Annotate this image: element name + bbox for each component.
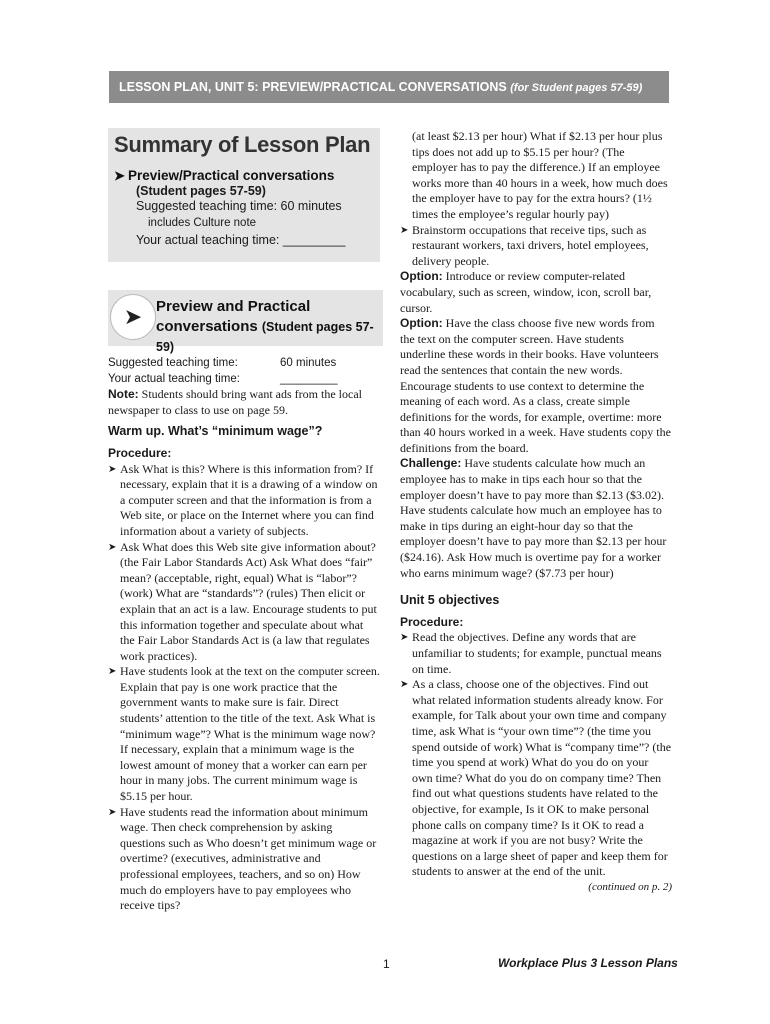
banner-title: LESSON PLAN, UNIT 5: PREVIEW/PRACTICAL CONVERSATIONS <box>119 80 507 94</box>
objectives-heading: Unit 5 objectives <box>400 593 500 608</box>
objectives-procedure-label: Procedure: <box>400 614 464 629</box>
suggested-value: 60 minutes <box>280 357 337 369</box>
summary-actual: Your actual teaching time: _________ <box>136 233 346 247</box>
arrow-icon: ➤ <box>114 168 125 183</box>
arrow-circle-icon: ➤ <box>110 294 156 340</box>
list-item: ➤ Read the objectives. Define any words that are unfamiliar to students; for example, punctual means on time. <box>400 630 672 677</box>
summary-box <box>108 128 380 262</box>
note: Note: Students should bring want ads from the local newspaper to class to use on page 59. <box>108 387 362 417</box>
actual-time-row <box>108 372 380 388</box>
continued-note: (continued on p. 2) <box>588 880 672 893</box>
summary-suggested: Suggested teaching time: 60 minutes <box>136 199 342 213</box>
summary-includes: includes Culture note <box>148 217 257 229</box>
right-column <box>400 129 672 896</box>
list-item: ➤ Ask What is this? Where is this information from? If necessary, explain that it is a drawing of a window on a computer screen and that the information is from a Web site, or place on the Internet where you can find information about a variety of subjects. <box>108 462 380 540</box>
procedure-label: Procedure: <box>108 445 172 460</box>
suggested-label: Suggested teaching time: <box>108 357 238 369</box>
actual-value: _________ <box>280 372 338 385</box>
footer-title: Workplace Plus 3 Lesson Plans <box>498 956 678 970</box>
suggested-time-row <box>108 356 380 372</box>
summary-section-pages: (Student pages 57-59) <box>136 184 266 198</box>
preview-heading-box <box>108 290 383 354</box>
preview-pages: (Student pages 57-59) <box>156 320 374 354</box>
summary-section <box>114 168 374 198</box>
warmup-heading: Warm up. What’s “minimum wage”? <box>108 424 323 439</box>
brainstorm-item: ➤ Brainstorm occupations that receive tips, such as restaurant workers, taxi drivers, hotel employees, delivery people. <box>400 223 672 270</box>
preview-title <box>156 297 383 357</box>
list-item: ➤ Ask What does this Web site give information about? (the Fair Labor Standards Act) Ask What does “fair” mean? (acceptable, right, equal) What is “labor”? (work) What are “standards”? (rules) Then elicit or explain that an act is a law. Encourage students to put this information together and speculate about what the Fair Labor Standards Act is (a law that regulates work practices). <box>108 540 380 665</box>
summary-section-title: Preview/Practical conversations <box>128 168 335 183</box>
option-1: Option: Introduce or review computer-related vocabulary, such as screen, window, icon, scroll bar, cursor. <box>400 269 652 315</box>
preview-title-line2: conversations <box>156 318 258 335</box>
page-number: 1 <box>383 957 390 971</box>
option-2: Option: Have the class choose five new words from the text on the computer screen. Have students underline these words in their books. Have volunteers read the sentences that contain the new words. Encourage students to use context to determine the meaning of each word. As a class, create simple definitions for the words, for example, overtime: more than 40 hours worked in a week. Have students copy the definitions from the board. <box>400 316 671 455</box>
summary-title: Summary of Lesson Plan <box>114 132 371 157</box>
challenge: Challenge: Have students calculate how much an employee has to make in tips each hour so that the employer doesn’t have to pay more than $2.13 ($3.02). Have students calculate how much an employee has to make in tips during an eight-hour day so that the employer doesn’t have to pay more than $2.13 per hour ($24.16). Ask How much is overtime pay for a worker who earns minimum wage? ($7.73 per hour) <box>400 456 667 580</box>
list-item: ➤ Have students look at the text on the computer screen. Explain that pay is one work practice that the government wants to make sure is fair. Direct students’ attention to the title of the text. Ask What is “minimum wage”? What is the minimum wage now? If necessary, explain that a minimum wage is the lowest amount of money that a worker can earn per hour in many jobs. The current minimum wage is $5.15 per hour. <box>108 664 380 804</box>
banner-subtitle: (for Student pages 57-59) <box>510 82 643 94</box>
left-column <box>108 356 380 914</box>
preview-title-line1: Preview and Practical <box>156 298 311 315</box>
list-item: ➤ As a class, choose one of the objectives. Find out what related information students already know. For example, for Talk about your own time and company time, ask What is “your own time”? (the time you spend outside of work) What is “company time”? (the time you spend at work) What do you do on your own time? What do you do on company time? Then find out what questions students have related to the objective, for example, Is it OK to make personal phone calls on company time? Is it OK to read a magazine at work if you are not busy? Write the questions on a large sheet of paper and keep them for students to answer at the end of the unit. <box>400 677 672 880</box>
continued-text: (at least $2.13 per hour) What if $2.13 per hour plus tips does not add up to $5.15 per hour? (The employer has to pay the difference.) If an employee works more than 40 hours in a week, how much does the employer have to pay for the extra hours? (1½ times the employee’s regular hourly pay) <box>412 129 668 221</box>
list-item: ➤ Have students read the information about minimum wage. Then check comprehension by asking questions such as Who doesn’t get minimum wage or overtime? (executives, administrative and professional employees, teachers, and so on) How much do employers have to pay employees who receive tips? <box>108 805 380 914</box>
actual-label: Your actual teaching time: <box>108 372 240 385</box>
lesson-banner <box>109 71 669 103</box>
